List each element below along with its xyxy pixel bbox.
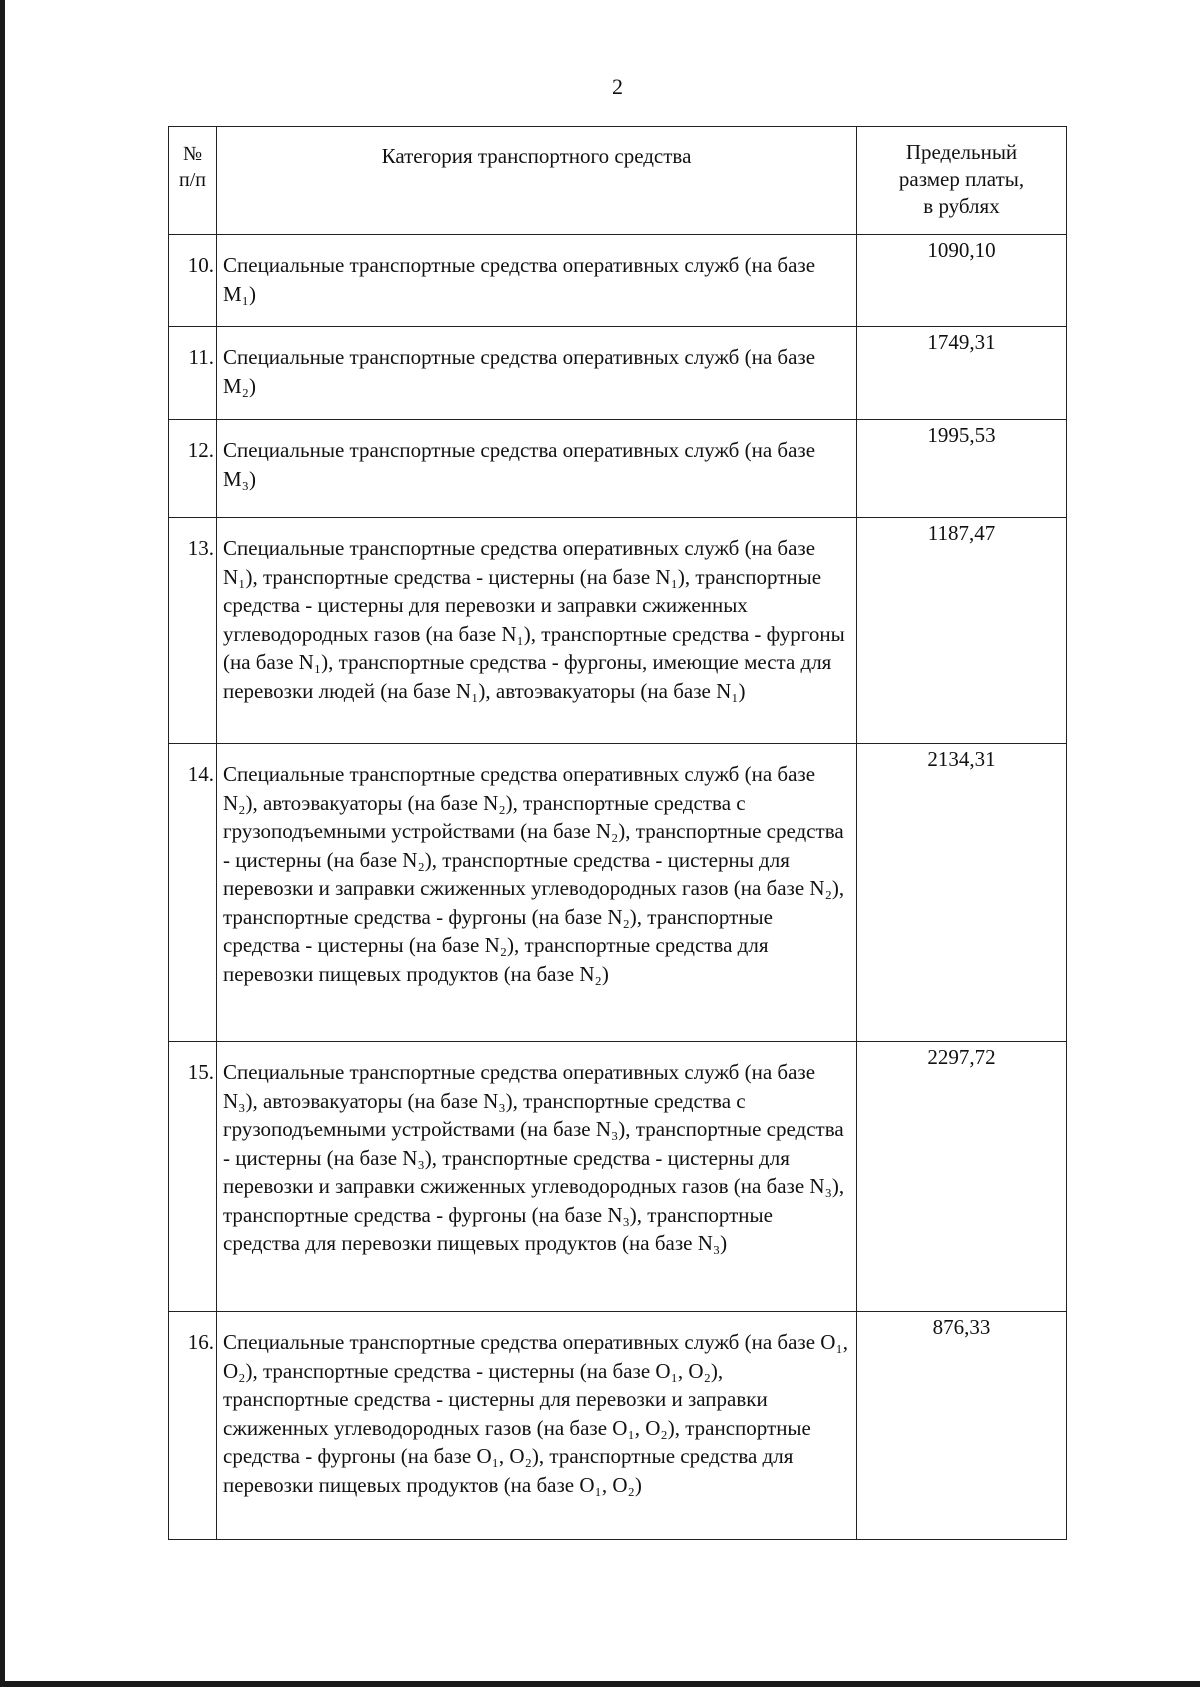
header-fee-line: в рублях [923,194,1000,218]
table-row [169,235,1067,327]
header-fee-line: размер платы, [898,167,1025,191]
header-num-line: п/п [179,169,206,191]
row-number: 13. [169,518,217,744]
row-fee: 876,33 [857,1312,1067,1540]
row-number: 16. [169,1312,217,1540]
header-category: Категория транспортного средства [217,127,857,235]
row-category: Специальные транспортные средства оперативных служб (на базе M₂) [217,327,857,420]
table-header-row [169,127,1067,235]
header-fee-line: Предельный [905,140,1018,164]
row-number: 12. [169,420,217,518]
scan-border-bottom [0,1681,1200,1687]
row-fee: 1749,31 [857,327,1067,420]
row-number: 11. [169,327,217,420]
row-number: 15. [169,1042,217,1312]
header-num-line: № [182,143,203,165]
row-category: Специальные транспортные средства оперативных служб (на базе O₁, O₂), транспортные средства - цистерны (на базе O₁, O₂), транспортные средства - цистерны для перевозки и заправки сжиженных углеводородных газов (на базе O₁, O₂), транспортные средства - фургоны (на базе O₁, O₂), транспортные средства для перевозки пищевых продуктов (на базе O₁, O₂) [217,1312,857,1540]
table-row [169,518,1067,744]
row-category: Специальные транспортные средства оперативных служб (на базе N₃), автоэвакуаторы (на базе N₃), транспортные средства с грузоподъемными устройствами (на базе N₃), транспортные средства - цистерны (на базе N₃), транспортные средства - цистерны для перевозки и заправки сжиженных углеводородных газов (на базе N₃), транспортные средства - фургоны (на базе N₃), транспортные средства для перевозки пищевых продуктов (на базе N₃) [217,1042,857,1312]
header-fee [857,127,1067,235]
table-row [169,1312,1067,1540]
table-row [169,420,1067,518]
row-category: Специальные транспортные средства оперативных служб (на базе N₂), автоэвакуаторы (на базе N₂), транспортные средства с грузоподъемными устройствами (на базе N₂), транспортные средства - цистерны (на базе N₂), транспортные средства - цистерны для перевозки и заправки сжиженных углеводородных газов (на базе N₂), транспортные средства - фургоны (на базе N₂), транспортные средства - цистерны (на базе N₂), транспортные средства для перевозки пищевых продуктов (на базе N₂) [217,744,857,1042]
row-category: Специальные транспортные средства оперативных служб (на базе M₃) [217,420,857,518]
row-fee: 2134,31 [857,744,1067,1042]
row-number: 14. [169,744,217,1042]
fee-table [168,126,1067,1540]
row-fee: 1995,53 [857,420,1067,518]
row-number: 10. [169,235,217,327]
row-fee: 1090,10 [857,235,1067,327]
table-row [169,1042,1067,1312]
page-number: 2 [612,74,623,99]
row-category: Специальные транспортные средства оперативных служб (на базе M₁) [217,235,857,327]
row-category: Специальные транспортные средства оперативных служб (на базе N₁), транспортные средства - цистерны (на базе N₁), транспортные средства - цистерны для перевозки и заправки сжиженных углеводородных газов (на базе N₁), транспортные средства - фургоны (на базе N₁), транспортные средства - фургоны, имеющие места для перевозки людей (на базе N₁), автоэвакуаторы (на базе N₁) [217,518,857,744]
row-fee: 2297,72 [857,1042,1067,1312]
header-num [169,127,217,235]
table-row [169,744,1067,1042]
row-fee: 1187,47 [857,518,1067,744]
scan-border-left [0,0,5,1687]
table-row [169,327,1067,420]
